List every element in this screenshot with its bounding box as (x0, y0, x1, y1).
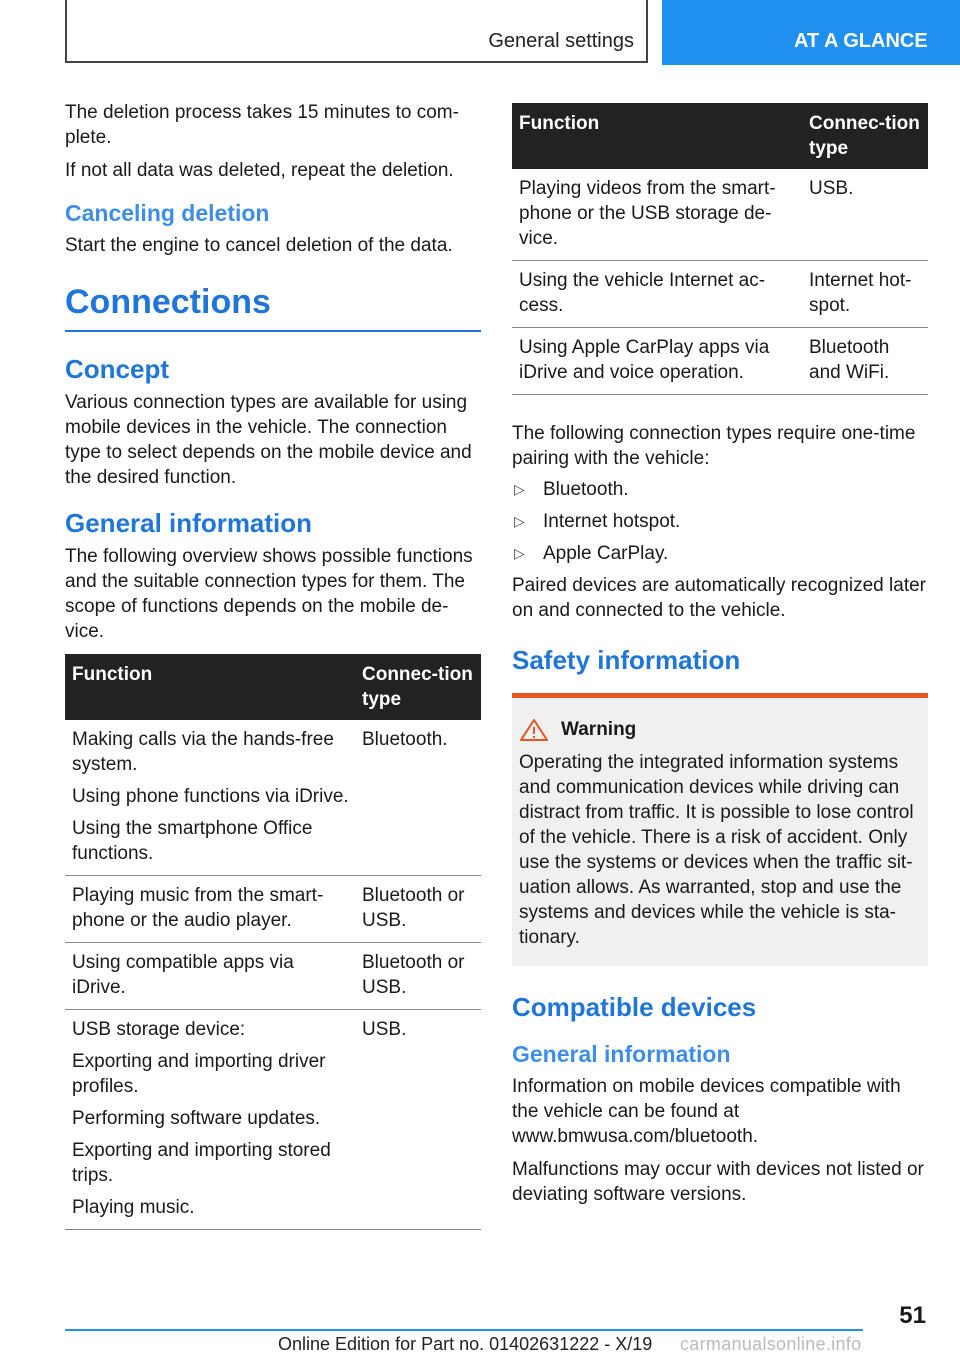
table-row (512, 328, 928, 395)
general-information-heading: General information (65, 508, 313, 538)
list-item-label: Internet hotspot. (543, 511, 681, 532)
function-line: Exporting and importing stored trips. (72, 1140, 331, 1186)
connection-table-left (65, 654, 481, 1230)
table-header-row (512, 103, 928, 169)
function-cell (512, 328, 802, 395)
function-line: Using compatible apps via iDrive. (72, 952, 294, 998)
malfunction-text: Malfunctions may occur with devices not listed or deviating software versions. (512, 1159, 924, 1205)
connection-table-right (512, 103, 928, 395)
safety-information-heading: Safety information (512, 645, 741, 675)
function-cell (512, 261, 802, 328)
function-cell (65, 876, 355, 943)
list-item (512, 541, 928, 566)
function-cell (65, 1010, 355, 1230)
function-line: Using the vehicle Internet ac-cess. (519, 270, 766, 316)
function-line: Making calls via the hands-free system. (72, 729, 334, 775)
function-cell (65, 943, 355, 1010)
paired-devices-text: Paired devices are automatically recognized later on and connected to the vehicle. (512, 575, 926, 621)
table-row (65, 943, 481, 1010)
function-line: USB storage device: (72, 1019, 246, 1040)
function-line: Playing videos from the smart-phone or the USB storage de-vice. (519, 178, 776, 249)
list-item-label: Apple CarPlay. (543, 543, 669, 564)
function-line: Playing music from the smart-phone or the audio player. (72, 885, 324, 931)
function-line: Using Apple CarPlay apps via iDrive and voice operation. (519, 337, 770, 383)
connection-type-cell: USB. (802, 169, 928, 261)
function-line: Performing software updates. (72, 1108, 321, 1129)
warning-box (512, 693, 928, 966)
concept-heading: Concept (65, 354, 169, 384)
connections-heading: Connections (65, 280, 481, 332)
function-column-header: Function (65, 654, 355, 720)
list-item (512, 477, 928, 502)
table-row (65, 720, 481, 876)
warning-title (519, 718, 920, 742)
table-row (512, 169, 928, 261)
list-item-label: Bluetooth. (543, 479, 629, 500)
triangle-bullet-icon: ▷ (514, 481, 525, 497)
page-number: 51 (899, 1302, 926, 1329)
connection-type-cell: Bluetooth and WiFi. (802, 328, 928, 395)
connection-type-cell: Bluetooth. (355, 720, 481, 876)
pairing-intro-text: The following connection types require one-time pairing with the vehicle: (512, 423, 916, 469)
table-row (65, 876, 481, 943)
pairing-list (512, 477, 928, 566)
warning-triangle-icon (519, 718, 549, 742)
table-row (512, 261, 928, 328)
header-section-box (65, 0, 648, 63)
table-row (65, 1010, 481, 1230)
connection-type-cell: Bluetooth or USB. (355, 876, 481, 943)
compatible-devices-heading: Compatible devices (512, 992, 757, 1022)
compatible-info-text: Information on mobile devices compatible with the vehicle can be found at www.bmwusa.com/bluetooth. (512, 1076, 901, 1147)
header-chapter-title: AT A GLANCE (794, 30, 928, 52)
list-item (512, 509, 928, 534)
connection-type-column-header: Connec-tion type (802, 103, 928, 169)
warning-text: Operating the integrated information systems and communication devices while driving can distract from traffic. It is possible to lose control of the vehicle. There is a risk of accident. Only use the systems or devices when the traffic sit-uation allows. As warranted, stop and use the systems and devices while the vehicle is sta-tionary. (519, 752, 914, 948)
left-column (65, 100, 481, 1230)
connection-type-cell: USB. (355, 1010, 481, 1230)
function-line: Using the smartphone Office functions. (72, 818, 313, 864)
function-line: Playing music. (72, 1197, 195, 1218)
function-cell (512, 169, 802, 261)
function-cell (65, 720, 355, 876)
connection-type-cell: Bluetooth or USB. (355, 943, 481, 1010)
right-column (512, 93, 928, 1207)
deletion-duration-text: The deletion process takes 15 minutes to com-plete. (65, 102, 459, 148)
function-line: Exporting and importing driver profiles. (72, 1051, 326, 1097)
online-edition-text: Online Edition for Part no. 01402631222 - X/19 (278, 1334, 653, 1354)
concept-text: Various connection types are available for using mobile devices in the vehicle. The connection type to select depends on the mobile device and the desired function. (65, 392, 472, 488)
triangle-bullet-icon: ▷ (514, 545, 525, 561)
footer-divider (65, 1329, 863, 1331)
compatible-general-information-heading: General information (512, 1041, 731, 1067)
repeat-deletion-text: If not all data was deleted, repeat the deletion. (65, 160, 454, 181)
function-line: Using phone functions via iDrive. (72, 786, 349, 807)
connection-type-column-header: Connec-tion type (355, 654, 481, 720)
header-chapter-tab (662, 0, 960, 65)
watermark-text: carmanualsonline.info (680, 1334, 862, 1354)
canceling-deletion-text: Start the engine to cancel deletion of the data. (65, 235, 453, 256)
header-section-title: General settings (488, 30, 634, 52)
table-header-row (65, 654, 481, 720)
function-column-header: Function (512, 103, 802, 169)
connection-type-cell: Internet hot-spot. (802, 261, 928, 328)
warning-title-label: Warning (561, 719, 637, 740)
triangle-bullet-icon: ▷ (514, 513, 525, 529)
general-information-text: The following overview shows possible functions and the suitable connection types for them. The scope of functions depends on the mobile de-vice. (65, 546, 473, 642)
canceling-deletion-heading: Canceling deletion (65, 200, 270, 226)
